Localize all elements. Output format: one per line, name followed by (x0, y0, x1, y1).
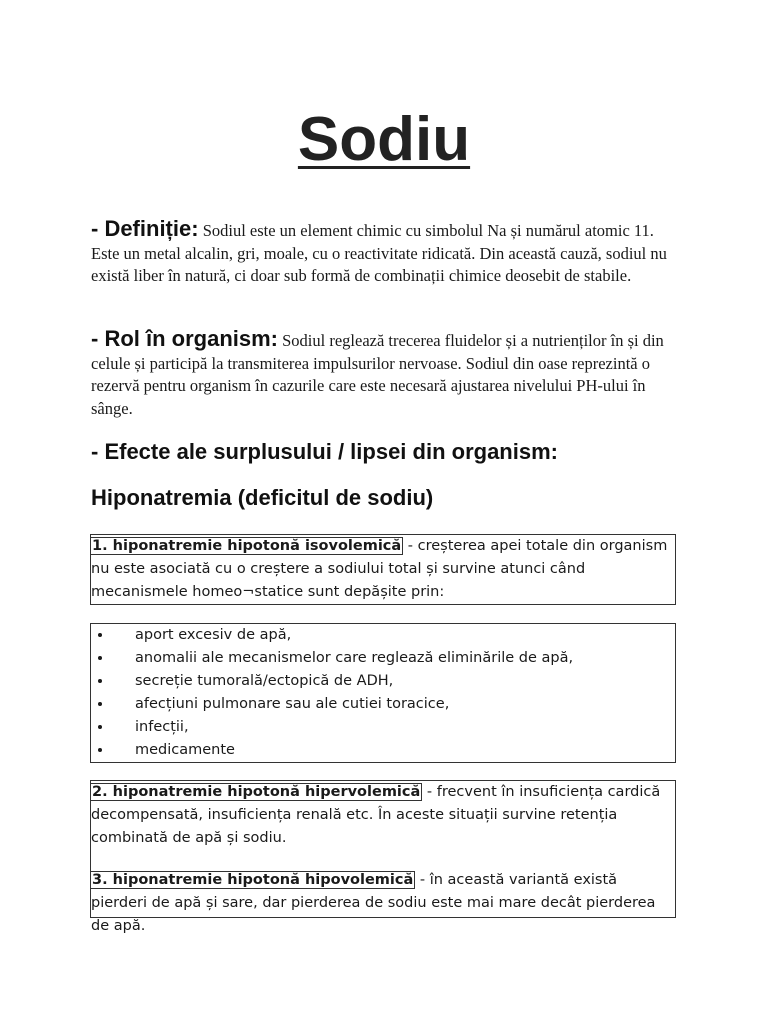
list-item: • afecțiuni pulmonare sau ale cutiei toracice, (113, 693, 675, 716)
hypovolemic-term: 3. hiponatremie hipotonă hipovolemică (92, 872, 414, 888)
list-item: • medicamente (113, 739, 675, 762)
role-paragraph (91, 328, 685, 420)
hyper-hypo-box (90, 780, 676, 934)
isovolemic-paragraph (91, 535, 675, 604)
hypovolemic-text: - în această variantă există pierderi de apă și sare, dar pierderea de sodiu este mai mare decât pierderea de apă. (91, 872, 656, 934)
definition-paragraph (91, 218, 685, 288)
list-item: • infecții, (113, 716, 675, 739)
isovolemic-term: 1. hiponatremie hipotonă isovolemică (92, 538, 402, 554)
role-text: Sodiul reglează trecerea fluidelor și a nutrienților în și din celule și participă la transmiterea impulsurilor nervoase. Sodiul din oase reprezintă o rezervă pentru organism în cazurile care este necesară ajustarea nivelului PH-ului în sânge. (91, 331, 664, 418)
effects-heading: - Efecte ale surplusului / lipsei din organism: (91, 439, 558, 464)
hypervolemic-term: 2. hiponatremie hipotonă hipervolemică (92, 784, 421, 800)
causes-list (91, 624, 675, 762)
definition-label: - Definiție: (91, 216, 199, 241)
hypovolemic-paragraph (91, 869, 675, 938)
causes-list-box (90, 623, 676, 763)
list-item: • aport excesiv de apă, (113, 624, 675, 647)
isovolemic-text: - creșterea apei totale din organism nu este asociată cu o creștere a sodiului total și survine atunci când mecanismele homeo¬statice sunt depășite prin: (91, 538, 668, 600)
hypervolemic-text: - frecvent în insuficiența cardică decompensată, insuficiența renală etc. În aceste situații survine retenția combinată de apă și sodiu. (91, 784, 661, 846)
page-title: Sodiu (297, 105, 471, 174)
list-item: • anomalii ale mecanismelor care reglează eliminările de apă, (113, 647, 675, 670)
role-label: - Rol în organism: (91, 326, 278, 351)
isovolemic-box (90, 534, 676, 605)
hyponatremia-heading: Hiponatremia (deficitul de sodiu) (91, 485, 434, 510)
list-item: • secreție tumorală/ectopică de ADH, (113, 670, 675, 693)
hypervolemic-paragraph (91, 781, 675, 850)
definition-text: Sodiul este un element chimic cu simbolul Na și numărul atomic 11. Este un metal alcalin, gri, moale, cu o reactivitate ridicată. Din această cauză, sodiul nu există liber în natură, ci doar sub formă de combinații chimice deosebit de stabile. (91, 221, 667, 285)
